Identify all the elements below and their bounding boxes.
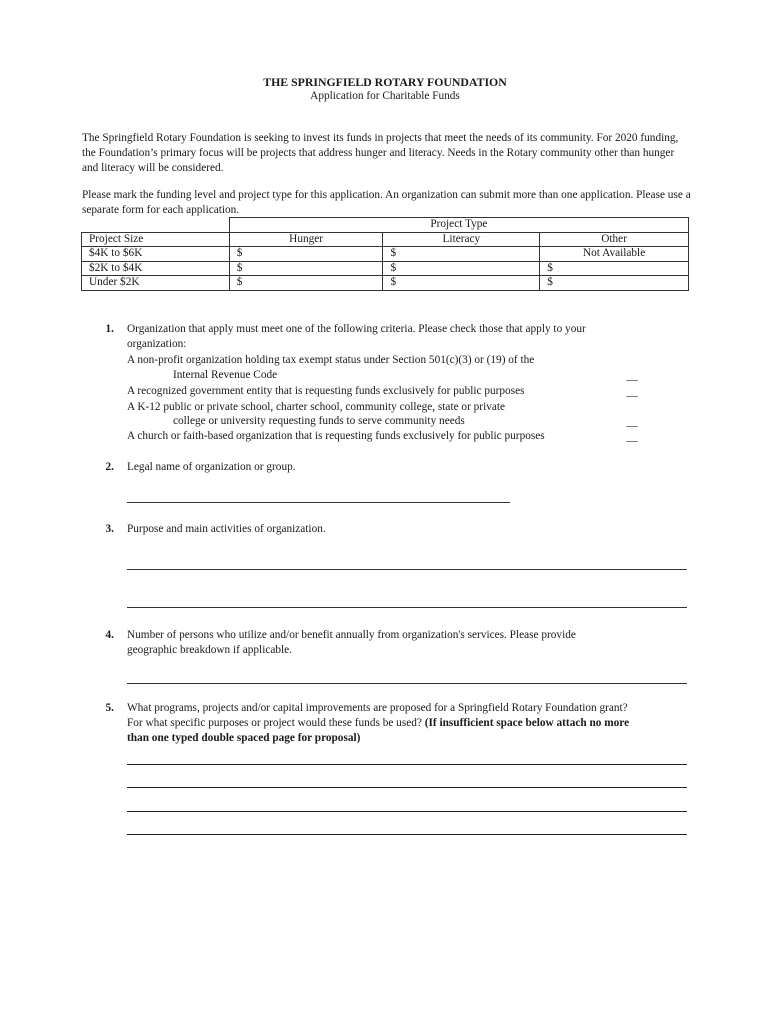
answer-line-purpose-2[interactable]	[127, 607, 687, 608]
criteria-option-4: A church or faith-based organization that is requesting funds exclusively for public purposes	[127, 430, 545, 442]
amount-cell-literacy[interactable]: $	[383, 276, 540, 291]
checkbox-option-3[interactable]: __	[626, 416, 638, 428]
answer-line-org-name[interactable]	[127, 502, 510, 503]
amount-cell-hunger[interactable]: $	[229, 276, 383, 291]
amount-cell-literacy[interactable]: $	[383, 247, 540, 262]
table-row	[82, 261, 689, 276]
checkbox-option-2[interactable]: __	[626, 386, 638, 398]
amount-cell-literacy[interactable]: $	[383, 261, 540, 276]
column-header-hunger: Hunger	[229, 232, 383, 247]
question-4-text-cont: geographic breakdown if applicable.	[127, 644, 292, 656]
question-5-note-bold: (If insufficient space below attach no more	[424, 717, 630, 729]
checkbox-option-1[interactable]: __	[626, 370, 638, 382]
answer-line-proposal-4[interactable]	[127, 834, 687, 835]
question-5-text-plain: For what specific purposes or project would these funds be used?	[127, 717, 422, 729]
project-type-header: Project Type	[229, 218, 688, 233]
question-5-note-bold-cont: than one typed double spaced page for proposal)	[127, 732, 361, 744]
row-size-label: $2K to $4K	[82, 261, 230, 276]
question-2-text: Legal name of organization or group.	[127, 461, 296, 473]
table-row	[82, 276, 689, 291]
answer-line-purpose-1[interactable]	[127, 569, 687, 570]
criteria-option-3: A K-12 public or private school, charter school, community college, state or private	[127, 401, 506, 413]
criteria-option-1: A non-profit organization holding tax exempt status under Section 501(c)(3) or (19) of the	[127, 354, 535, 366]
answer-line-proposal-3[interactable]	[127, 811, 687, 812]
answer-line-proposal-1[interactable]	[127, 764, 687, 765]
question-1-number: 1.	[105, 323, 114, 335]
question-3-text: Purpose and main activities of organization.	[127, 523, 326, 535]
question-1-text: Organization that apply must meet one of the following criteria. Please check those that apply to your	[127, 323, 586, 335]
amount-cell-hunger[interactable]: $	[229, 247, 383, 262]
question-4-number: 4.	[105, 629, 114, 641]
table-row	[82, 247, 689, 262]
row-size-label: $4K to $6K	[82, 247, 230, 262]
table-header-row	[82, 232, 689, 247]
question-3-number: 3.	[105, 523, 114, 535]
instructions-paragraph: Please mark the funding level and project type for this application. An organization can submit more than one application. Please use a separate form for each application.	[82, 189, 691, 216]
page-title: THE SPRINGFIELD ROTARY FOUNDATION	[263, 75, 507, 89]
criteria-option-1-cont: Internal Revenue Code	[173, 369, 278, 381]
amount-cell-other: Not Available	[540, 247, 689, 262]
question-2-number: 2.	[105, 461, 114, 473]
intro-paragraph: The Springfield Rotary Foundation is seeking to invest its funds in projects that meet the needs of its community. For 2020 funding, the Foundation’s primary focus will be projects that address hunger and literacy. Needs in the Rotary community other than hunger and literacy will be considered.	[82, 132, 679, 174]
table-row	[82, 218, 689, 233]
criteria-option-3-cont: college or university requesting funds to serve community needs	[173, 415, 465, 427]
checkbox-option-4[interactable]: __	[626, 431, 638, 443]
project-size-header: Project Size	[82, 232, 230, 247]
amount-cell-other[interactable]: $	[540, 276, 689, 291]
answer-line-beneficiaries[interactable]	[127, 683, 687, 684]
column-header-other: Other	[540, 232, 689, 247]
question-5-text-cont	[127, 716, 687, 731]
question-1-text-cont: organization:	[127, 338, 187, 350]
amount-cell-hunger[interactable]: $	[229, 261, 383, 276]
question-4-text: Number of persons who utilize and/or benefit annually from organization's services. Please provide	[127, 629, 576, 641]
funding-table	[81, 217, 689, 291]
column-header-literacy: Literacy	[383, 232, 540, 247]
amount-cell-other[interactable]: $	[540, 261, 689, 276]
row-size-label: Under $2K	[82, 276, 230, 291]
table-empty-corner	[82, 218, 230, 233]
answer-line-proposal-2[interactable]	[127, 787, 687, 788]
question-5-text: What programs, projects and/or capital improvements are proposed for a Springfield Rotary Foundation grant?	[127, 702, 628, 714]
criteria-option-2: A recognized government entity that is requesting funds exclusively for public purposes	[127, 385, 525, 397]
page-subtitle: Application for Charitable Funds	[310, 90, 460, 102]
question-5-number: 5.	[105, 702, 114, 714]
